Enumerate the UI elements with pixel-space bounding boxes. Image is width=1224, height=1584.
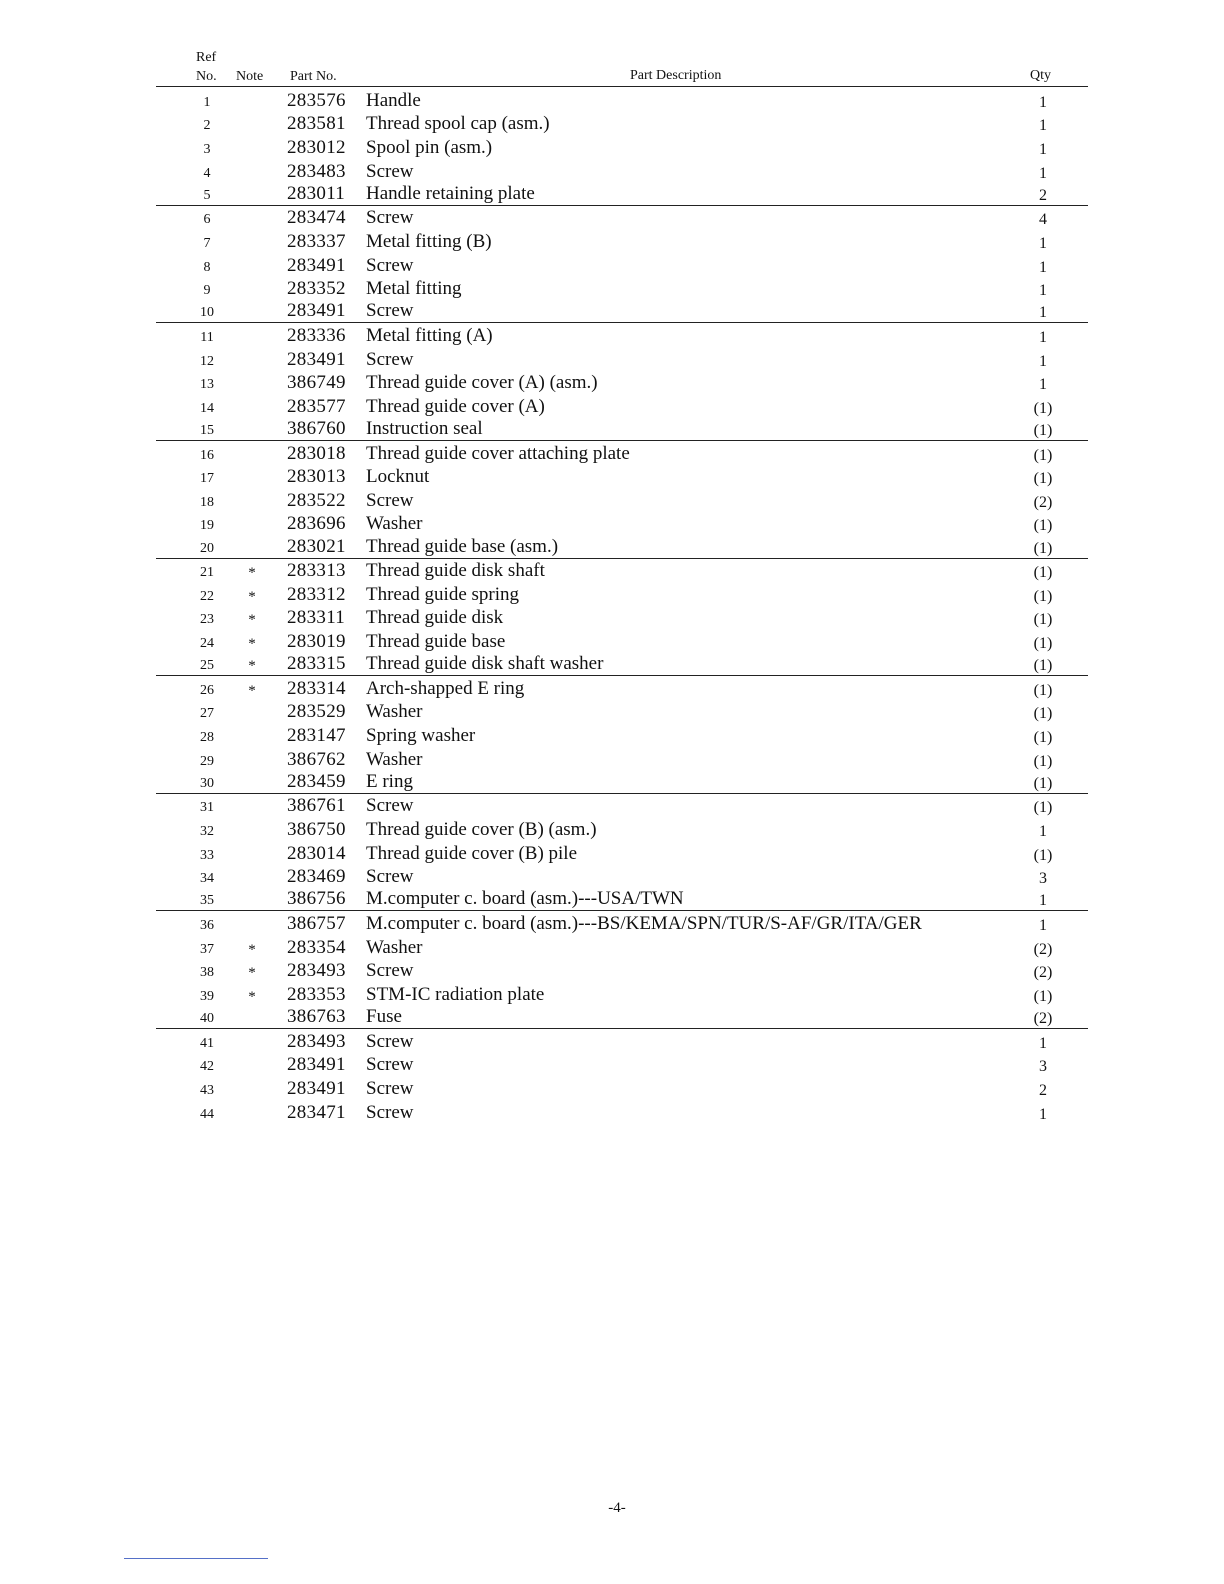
ref-no: 32: [200, 824, 214, 839]
quantity: (1): [1033, 446, 1053, 464]
part-number: 283491: [287, 1054, 346, 1076]
part-description: Metal fitting (B): [366, 230, 492, 252]
part-description: Metal fitting: [366, 278, 462, 300]
part-description: Thread guide disk: [366, 607, 504, 629]
part-description: Locknut: [366, 466, 430, 488]
quantity: (1): [1033, 657, 1053, 675]
part-number: 283491: [287, 1077, 346, 1099]
quantity: (1): [1033, 587, 1053, 605]
part-number: 386749: [287, 372, 346, 394]
part-description: Screw: [366, 1054, 414, 1076]
quantity: (1): [1033, 470, 1053, 488]
table-row: [156, 183, 1088, 206]
table-row: [156, 911, 1088, 935]
part-number: 283522: [287, 489, 346, 511]
part-description: Thread guide cover (A) (asm.): [366, 372, 598, 394]
quantity: (1): [1033, 635, 1053, 652]
table-row: [156, 229, 1088, 253]
ref-no: 2: [203, 118, 211, 134]
ref-no: 36: [200, 918, 214, 933]
table-row: [156, 1076, 1088, 1100]
ref-no: 15: [200, 422, 214, 438]
ref-no: 44: [200, 1106, 214, 1122]
quantity: (1): [1033, 681, 1053, 699]
part-description: Washer: [366, 936, 423, 958]
table-row: [156, 1029, 1088, 1053]
part-number: 283312: [287, 583, 346, 605]
ref-no: 8: [203, 259, 211, 275]
table-row: [156, 794, 1088, 818]
note-mark: *: [248, 658, 256, 675]
quantity: 1: [1039, 234, 1047, 252]
quantity: 1: [1039, 328, 1047, 346]
quantity: 1: [1039, 282, 1047, 300]
part-description: Instruction seal: [366, 417, 483, 439]
table-row: [156, 465, 1088, 489]
part-description: Thread guide cover (A): [366, 395, 545, 417]
ref-no: 17: [200, 471, 214, 487]
part-description: Fuse: [366, 1006, 402, 1027]
ref-no: 38: [200, 965, 214, 981]
part-description: Arch-shapped E ring: [366, 677, 525, 699]
quantity: (2): [1033, 493, 1053, 511]
part-number: 283311: [287, 607, 346, 629]
part-description: Screw: [366, 960, 414, 982]
ref-no: 3: [203, 141, 211, 157]
part-number: 283013: [287, 466, 346, 488]
ref-no: 33: [200, 847, 214, 863]
ref-no: 35: [200, 893, 214, 909]
ref-no: 43: [200, 1082, 214, 1098]
part-number: 283011: [287, 182, 346, 204]
ref-no: 25: [200, 658, 214, 674]
ref-no: 6: [203, 212, 211, 228]
quantity: 1: [1039, 258, 1047, 276]
ref-no: 4: [203, 165, 211, 181]
ref-no: 14: [200, 400, 214, 416]
table-row: [156, 676, 1088, 700]
part-number: 283337: [287, 230, 346, 252]
part-number: 386762: [287, 748, 346, 770]
part-description: Washer: [366, 748, 423, 770]
table-row: [156, 606, 1088, 630]
table-row: [156, 488, 1088, 512]
ref-no: 16: [200, 447, 214, 463]
quantity: 1: [1039, 892, 1047, 910]
ref-no: 11: [200, 329, 214, 345]
quantity: 1: [1039, 304, 1047, 322]
quantity: 1: [1039, 117, 1047, 135]
part-number: 386757: [287, 913, 346, 934]
table-row: [156, 88, 1088, 112]
header-part-no: Part No.: [290, 69, 337, 84]
table-row: [156, 1053, 1088, 1077]
quantity: (1): [1033, 774, 1053, 792]
ref-no: 37: [200, 941, 214, 957]
ref-no: 18: [200, 494, 214, 510]
part-description: Washer: [366, 701, 423, 723]
part-number: 283474: [287, 207, 346, 229]
part-description: Thread guide cover attaching plate: [366, 442, 630, 464]
part-description: Thread spool cap (asm.): [366, 113, 550, 135]
note-mark: *: [248, 941, 256, 958]
ref-no: 30: [200, 775, 214, 791]
quantity: 1: [1039, 1105, 1047, 1123]
table-row: [156, 841, 1088, 865]
part-description: Screw: [366, 207, 414, 229]
ref-no: 9: [203, 283, 211, 299]
part-number: 386761: [287, 795, 346, 817]
part-description: Screw: [366, 348, 414, 370]
ref-no: 27: [200, 706, 214, 722]
part-description: Handle: [366, 89, 421, 111]
table-row: [156, 418, 1088, 441]
ref-no: 13: [200, 377, 214, 393]
ref-no: 20: [200, 540, 214, 556]
part-description: Screw: [366, 795, 414, 817]
part-number: 386756: [287, 888, 346, 910]
part-description: Spring washer: [366, 725, 476, 746]
part-number: 283314: [287, 677, 346, 699]
ref-no: 40: [200, 1011, 214, 1026]
part-number: 283529: [287, 701, 346, 723]
header-description: Part Description: [630, 68, 722, 83]
part-description: Screw: [366, 254, 414, 276]
table-row: [156, 300, 1088, 323]
note-mark: *: [248, 588, 256, 605]
quantity: 4: [1039, 211, 1047, 229]
quantity: 1: [1039, 1034, 1047, 1052]
table-row: [156, 1100, 1088, 1124]
table-row: [156, 559, 1088, 583]
part-number: 283354: [287, 936, 346, 958]
note-mark: *: [248, 565, 256, 582]
part-description: STM-IC radiation plate: [366, 983, 545, 1005]
ref-no: 29: [200, 753, 214, 769]
footer-divider: [124, 1558, 268, 1559]
ref-no: 41: [200, 1035, 214, 1051]
ref-no: 23: [200, 612, 214, 628]
table-row: [156, 135, 1088, 159]
part-description: M.computer c. board (asm.)---BS/KEMA/SPN/TUR/S-AF/GR/ITA/GER: [366, 913, 922, 934]
ref-no: 28: [200, 730, 214, 745]
part-number: 386750: [287, 819, 346, 840]
part-description: Screw: [366, 1077, 414, 1099]
ref-no: 34: [200, 871, 214, 887]
part-number: 283147: [287, 725, 346, 746]
part-description: Handle retaining plate: [366, 182, 535, 204]
table-row: [156, 888, 1088, 911]
table-row: [156, 347, 1088, 371]
ref-no: 19: [200, 518, 214, 534]
ref-no: 21: [200, 565, 214, 581]
quantity: (2): [1033, 940, 1053, 958]
table-row: [156, 723, 1088, 747]
part-number: 283336: [287, 324, 346, 346]
table-row: [156, 982, 1088, 1006]
header-note: Note: [236, 69, 264, 84]
quantity: 1: [1039, 917, 1047, 934]
part-number: 283459: [287, 770, 346, 792]
note-mark: *: [248, 965, 256, 982]
table-header: [156, 46, 1088, 88]
ref-no: 31: [200, 800, 214, 816]
part-number: 283491: [287, 348, 346, 370]
table-row: [156, 700, 1088, 724]
quantity: 1: [1039, 93, 1047, 111]
part-description: Thread guide base (asm.): [366, 535, 559, 557]
header-ref: Ref: [196, 50, 217, 65]
table-row: [156, 159, 1088, 183]
quantity: 1: [1039, 164, 1047, 182]
part-number: 283471: [287, 1101, 346, 1123]
part-description: Thread guide cover (B) pile: [366, 842, 578, 864]
part-number: 283696: [287, 513, 346, 535]
quantity: (1): [1033, 846, 1053, 864]
table-row: [156, 865, 1088, 889]
table-row: [156, 935, 1088, 959]
part-number: 283313: [287, 560, 346, 582]
part-number: 283491: [287, 254, 346, 276]
part-number: 283581: [287, 113, 346, 135]
ref-no: 10: [200, 305, 214, 321]
note-mark: *: [248, 682, 256, 699]
ref-no: 7: [203, 235, 211, 251]
part-description: Washer: [366, 513, 423, 535]
table-row: [156, 582, 1088, 606]
part-number: 283469: [287, 866, 346, 888]
part-number: 283012: [287, 136, 346, 158]
quantity: (1): [1033, 564, 1053, 582]
note-mark: *: [248, 612, 256, 629]
table-row: [156, 323, 1088, 347]
quantity: (1): [1033, 421, 1053, 439]
quantity: (1): [1033, 729, 1053, 746]
part-number: 283493: [287, 1030, 346, 1052]
quantity: 2: [1039, 1081, 1047, 1099]
table-row: [156, 371, 1088, 395]
ref-no: 39: [200, 988, 214, 1004]
table-row: [156, 394, 1088, 418]
part-description: Thread guide cover (B) (asm.): [366, 819, 597, 840]
ref-no: 5: [203, 187, 211, 203]
quantity: (2): [1033, 1010, 1053, 1027]
table-row: [156, 959, 1088, 983]
part-description: Metal fitting (A): [366, 324, 493, 346]
table-row: [156, 629, 1088, 653]
table-row: [156, 206, 1088, 230]
part-description: Screw: [366, 866, 414, 888]
parts-table: [156, 88, 1088, 1124]
note-mark: *: [248, 988, 256, 1005]
part-number: 283483: [287, 160, 346, 182]
part-description: Screw: [366, 1101, 414, 1123]
table-row: [156, 535, 1088, 558]
part-number: 283352: [287, 278, 346, 300]
part-number: 283018: [287, 442, 346, 464]
table-row: [156, 1006, 1088, 1029]
part-description: Thread guide spring: [366, 583, 520, 605]
quantity: (1): [1033, 611, 1053, 629]
table-row: [156, 653, 1088, 676]
quantity: (2): [1033, 964, 1053, 982]
quantity: 1: [1039, 823, 1047, 840]
part-number: 283576: [287, 89, 346, 111]
table-row: [156, 112, 1088, 136]
table-row: [156, 277, 1088, 301]
part-number: 283021: [287, 535, 346, 557]
quantity: 1: [1039, 376, 1047, 394]
part-number: 283491: [287, 300, 346, 322]
quantity: 3: [1039, 870, 1047, 888]
ref-no: 42: [200, 1059, 214, 1075]
quantity: 3: [1039, 1058, 1047, 1076]
quantity: (1): [1033, 539, 1053, 557]
header-ref-no: No.: [196, 69, 217, 84]
ref-no: 22: [200, 588, 214, 604]
part-number: 283353: [287, 983, 346, 1005]
part-number: 386760: [287, 417, 346, 439]
part-description: Screw: [366, 1030, 414, 1052]
ref-no: 1: [203, 94, 211, 110]
part-number: 283315: [287, 653, 346, 675]
quantity: (1): [1033, 705, 1053, 723]
part-description: Spool pin (asm.): [366, 136, 493, 158]
part-description: Thread guide disk shaft washer: [366, 653, 604, 675]
ref-no: 26: [200, 682, 214, 698]
note-mark: *: [248, 636, 256, 652]
page-number: -4-: [608, 1500, 626, 1516]
part-description: Screw: [366, 160, 414, 182]
quantity: (1): [1033, 987, 1053, 1005]
table-row: [156, 512, 1088, 536]
part-description: Thread guide disk shaft: [366, 560, 545, 582]
quantity: (1): [1033, 799, 1053, 817]
part-number: 386763: [287, 1006, 346, 1027]
part-number: 283014: [287, 842, 346, 864]
part-number: 283019: [287, 631, 346, 652]
ref-no: 12: [200, 353, 214, 369]
quantity: 1: [1039, 352, 1047, 370]
quantity: (1): [1033, 517, 1053, 535]
table-row: [156, 771, 1088, 794]
table-row: [156, 253, 1088, 277]
part-description: Screw: [366, 489, 414, 511]
part-number: 283493: [287, 960, 346, 982]
header-qty: Qty: [1030, 68, 1051, 83]
ref-no: 24: [200, 636, 214, 651]
part-description: Thread guide base: [366, 631, 506, 652]
header-divider: [156, 86, 1088, 87]
part-description: E ring: [366, 770, 413, 792]
part-description: M.computer c. board (asm.)---USA/TWN: [366, 888, 684, 910]
part-number: 283577: [287, 395, 346, 417]
quantity: 1: [1039, 140, 1047, 158]
quantity: (1): [1033, 752, 1053, 770]
quantity: 2: [1039, 186, 1047, 204]
table-row: [156, 441, 1088, 465]
table-row: [156, 747, 1088, 771]
part-description: Screw: [366, 300, 414, 322]
quantity: (1): [1033, 399, 1053, 417]
table-row: [156, 817, 1088, 841]
